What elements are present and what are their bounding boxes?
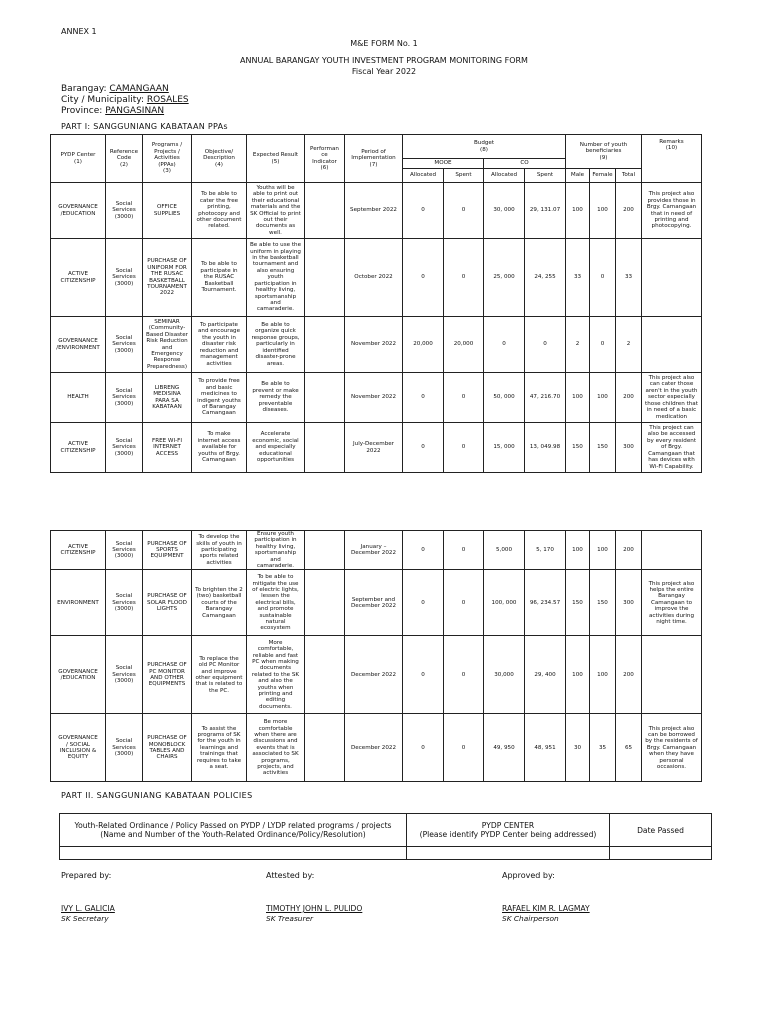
- cell-co-spent: 48, 951: [525, 714, 566, 782]
- hdr-mooe-allocated: Allocated: [403, 169, 444, 183]
- cell-co-alloc: 50, 000: [484, 373, 525, 423]
- prepared-role: SK Secretary: [61, 914, 109, 923]
- table-row: [51, 239, 702, 317]
- policies-cell-date[interactable]: [610, 847, 712, 860]
- cell-total: 200: [616, 373, 642, 423]
- cell-female: 100: [590, 373, 616, 423]
- cell-ppa: SEMINAR (Community- Based Disaster Risk Reduction and Emergency Response Preparedness): [143, 317, 192, 373]
- city-value: ROSALES: [146, 95, 189, 105]
- cell-mooe-spent: 0: [444, 423, 484, 473]
- cell-mooe-alloc: 0: [403, 373, 444, 423]
- cell-total: 300: [616, 570, 642, 636]
- barangay-value: CAMANGAAN: [109, 84, 169, 94]
- cell-male: 100: [566, 531, 590, 570]
- approved-role: SK Chairperson: [502, 914, 559, 923]
- cell-objective: To brighten the 2 (two) basketball courts of the Barangay Camangaan: [192, 570, 247, 636]
- cell-male: 150: [566, 423, 590, 473]
- attested-name: TIMOTHY JOHN L. PULIDO: [266, 904, 363, 913]
- hdr-pydp-center: PYDP Center (1): [51, 135, 106, 183]
- cell-mooe-spent: 0: [444, 636, 484, 714]
- form-title: ANNUAL BARANGAY YOUTH INVESTMENT PROGRAM MONITORING FORM: [240, 56, 528, 65]
- cell-male: 30: [566, 714, 590, 782]
- cell-period: July-December 2022: [345, 423, 403, 473]
- cell-total: 200: [616, 531, 642, 570]
- cell-center: GOVERNANCE /EDUCATION: [51, 183, 106, 239]
- approved-by-label: Approved by:: [502, 871, 555, 880]
- cell-co-alloc: 5,000: [484, 531, 525, 570]
- cell-code: Social Services (3000): [106, 531, 143, 570]
- cell-mooe-spent: 20,000: [444, 317, 484, 373]
- cell-code: Social Services (3000): [106, 636, 143, 714]
- cell-mooe-alloc: 0: [403, 531, 444, 570]
- cell-code: Social Services (3000): [106, 317, 143, 373]
- cell-center: GOVERNANCE / SOCIAL INCLUSION & EQUITY: [51, 714, 106, 782]
- cell-co-alloc: 15, 000: [484, 423, 525, 473]
- cell-ppa: OFFICE SUPPLIES: [143, 183, 192, 239]
- cell-objective: To be able to cater the free printing, photocopy and other document related.: [192, 183, 247, 239]
- city-label: City / Municipality:: [61, 95, 144, 105]
- cell-objective: To be able to participate in the RUSAC Basketball Tournament.: [192, 239, 247, 317]
- cell-center: GOVERNANCE /ENVIRONMENT: [51, 317, 106, 373]
- cell-mooe-alloc: 0: [403, 570, 444, 636]
- cell-code: Social Services (3000): [106, 423, 143, 473]
- cell-total: 200: [616, 183, 642, 239]
- table-row: [51, 636, 702, 714]
- ppa-table-page2: [50, 530, 702, 782]
- cell-period: January – December 2022: [345, 531, 403, 570]
- cell-center: GOVERNANCE /EDUCATION: [51, 636, 106, 714]
- ppa-table-page1: [50, 134, 702, 473]
- hdr-objective: Objective/ Description (4): [192, 135, 247, 183]
- cell-mooe-alloc: 0: [403, 183, 444, 239]
- cell-mooe-spent: 0: [444, 570, 484, 636]
- fiscal-year: Fiscal Year 2022: [351, 67, 417, 76]
- policies-hdr-pydp: PYDP CENTER (Please identify PYDP Center being addressed): [407, 814, 610, 847]
- cell-ppa: PURCHASE OF SPORTS EQUIPMENT: [143, 531, 192, 570]
- cell-indicator: [305, 183, 345, 239]
- cell-indicator: [305, 373, 345, 423]
- hdr-expected-result: Expected Result (5): [247, 135, 305, 183]
- part1-title: PART I: SANGGUNIANG KABATAAN PPAs: [61, 122, 228, 131]
- cell-mooe-alloc: 0: [403, 714, 444, 782]
- hdr-mooe: MOOE: [403, 159, 484, 169]
- cell-expected: Youths will be able to print out their educational materials and the SK Official to print out their documents as well.: [247, 183, 305, 239]
- cell-total: 65: [616, 714, 642, 782]
- cell-objective: To assist the programs of SK for the youth in learnings and trainings that requires to take a seat.: [192, 714, 247, 782]
- cell-mooe-spent: 0: [444, 239, 484, 317]
- prepared-name: IVY L. GALICIA: [61, 904, 115, 913]
- cell-expected: Be able to use the uniform in playing in the basketball tournament and also ensuring youth participation in healthy living, sportsmanship and camaraderie.: [247, 239, 305, 317]
- hdr-ref-code: Reference Code (2): [106, 135, 143, 183]
- table-row: [51, 714, 702, 782]
- cell-co-alloc: 100, 000: [484, 570, 525, 636]
- cell-co-spent: 96, 234.57: [525, 570, 566, 636]
- table-row: [51, 183, 702, 239]
- hdr-co-allocated: Allocated: [484, 169, 525, 183]
- cell-co-spent: 0: [525, 317, 566, 373]
- cell-period: September and December 2022: [345, 570, 403, 636]
- cell-expected: Be able to prevent or make remedy the preventable diseases.: [247, 373, 305, 423]
- city-line: [61, 95, 189, 105]
- cell-female: 35: [590, 714, 616, 782]
- cell-center: ACTIVE CITIZENSHIP: [51, 239, 106, 317]
- barangay-label: Barangay:: [61, 84, 107, 94]
- cell-female: 100: [590, 531, 616, 570]
- table-row: [51, 373, 702, 423]
- cell-total: 33: [616, 239, 642, 317]
- cell-mooe-alloc: 0: [403, 423, 444, 473]
- policies-hdr-ordinance: Youth-Related Ordinance / Policy Passed on PYDP / LYDP related programs / projects (Name and Number of the Youth-Related Ordinance/Policy/Resolution): [60, 814, 407, 847]
- cell-male: 100: [566, 636, 590, 714]
- policies-hdr-date: Date Passed: [610, 814, 712, 847]
- cell-period: December 2022: [345, 636, 403, 714]
- cell-remarks: This project also provides those in Brgy. Camangaan that in need of printing and photocopying.: [642, 183, 702, 239]
- cell-ppa: PURCHASE OF MONOBLOCK TABLES AND CHAIRS: [143, 714, 192, 782]
- cell-center: HEALTH: [51, 373, 106, 423]
- cell-code: Social Services (3000): [106, 373, 143, 423]
- cell-code: Social Services (3000): [106, 183, 143, 239]
- cell-male: 100: [566, 373, 590, 423]
- cell-indicator: [305, 423, 345, 473]
- policies-table: [59, 813, 712, 860]
- cell-remarks: [642, 239, 702, 317]
- cell-code: Social Services (3000): [106, 239, 143, 317]
- table-row: [51, 317, 702, 373]
- cell-co-spent: 13, 049.98: [525, 423, 566, 473]
- cell-female: 100: [590, 636, 616, 714]
- cell-center: ACTIVE CITIZENSHIP: [51, 531, 106, 570]
- cell-ppa: FREE WI-FI INTERNET ACCESS: [143, 423, 192, 473]
- cell-code: Social Services (3000): [106, 570, 143, 636]
- cell-mooe-alloc: 0: [403, 636, 444, 714]
- cell-mooe-spent: 0: [444, 373, 484, 423]
- cell-remarks: [642, 531, 702, 570]
- cell-period: October 2022: [345, 239, 403, 317]
- form-number: M&E FORM No. 1: [350, 39, 418, 48]
- cell-mooe-spent: 0: [444, 714, 484, 782]
- policies-cell-ordinance[interactable]: [60, 847, 407, 860]
- cell-indicator: [305, 714, 345, 782]
- cell-indicator: [305, 570, 345, 636]
- cell-remarks: [642, 636, 702, 714]
- cell-remarks: This project also can be borrowed by the residents of Brgy. Camangaan when they have personal occasions.: [642, 714, 702, 782]
- cell-remarks: This project can also be accessed by every resident of Brgy. Camangaan that has devices with Wi-Fi Capability.: [642, 423, 702, 473]
- cell-total: 2: [616, 317, 642, 373]
- cell-remarks: [642, 317, 702, 373]
- attested-role: SK Treasurer: [266, 914, 314, 923]
- cell-co-spent: 47, 216.70: [525, 373, 566, 423]
- cell-period: November 2022: [345, 373, 403, 423]
- province-label: Province:: [61, 106, 103, 116]
- cell-co-alloc: 0: [484, 317, 525, 373]
- cell-co-alloc: 30, 000: [484, 183, 525, 239]
- cell-ppa: LIBRENG MEDISINA PARA SA KABATAAN: [143, 373, 192, 423]
- cell-expected: Be able to organize quick response groups, particularly in identified disaster-prone areas.: [247, 317, 305, 373]
- cell-female: 150: [590, 570, 616, 636]
- cell-expected: Ensure youth participation in healthy living, sportsmanship and camaraderie.: [247, 531, 305, 570]
- cell-indicator: [305, 317, 345, 373]
- policies-cell-pydp[interactable]: [407, 847, 610, 860]
- hdr-beneficiaries: Number of youth beneficiaries (9): [566, 135, 642, 169]
- province-line: [61, 106, 164, 116]
- cell-mooe-spent: 0: [444, 183, 484, 239]
- prepared-by-label: Prepared by:: [61, 871, 112, 880]
- hdr-female: Female: [590, 169, 616, 183]
- cell-expected: More comfortable, reliable and fast PC when making documents related to the SK and also the youths when printing and editing documents.: [247, 636, 305, 714]
- cell-total: 300: [616, 423, 642, 473]
- cell-female: 150: [590, 423, 616, 473]
- cell-ppa: PURCHASE OF UNIFORM FOR THE RUSAC BASKETBALL TOURNAMENT 2022: [143, 239, 192, 317]
- cell-indicator: [305, 636, 345, 714]
- cell-objective: To replace the old PC Monitor and improve other equipment that is related to the PC.: [192, 636, 247, 714]
- cell-objective: To make internet access available for youths of Brgy. Camangaan: [192, 423, 247, 473]
- hdr-total: Total: [616, 169, 642, 183]
- cell-co-alloc: 25, 000: [484, 239, 525, 317]
- cell-ppa: PURCHASE OF PC MONITOR AND OTHER EQUIPMENTS: [143, 636, 192, 714]
- cell-expected: Be more comfortable when there are discussions and events that is associated to SK programs, projects, and activities: [247, 714, 305, 782]
- cell-indicator: [305, 239, 345, 317]
- cell-objective: To provide free and basic medicines to indigent youths of Barangay Camangaan: [192, 373, 247, 423]
- cell-male: 100: [566, 183, 590, 239]
- cell-period: November 2022: [345, 317, 403, 373]
- table-row: [51, 531, 702, 570]
- cell-co-spent: 29, 131.07: [525, 183, 566, 239]
- cell-remarks: This project also can cater those aren't in the youth sector especially those children that in need of a basic medication: [642, 373, 702, 423]
- cell-mooe-alloc: 20,000: [403, 317, 444, 373]
- cell-male: 150: [566, 570, 590, 636]
- cell-co-spent: 5, 170: [525, 531, 566, 570]
- hdr-performance-indicator: Performan ce Indicator (6): [305, 135, 345, 183]
- hdr-mooe-spent: Spent: [444, 169, 484, 183]
- cell-co-alloc: 30,000: [484, 636, 525, 714]
- cell-mooe-spent: 0: [444, 531, 484, 570]
- cell-co-alloc: 49, 950: [484, 714, 525, 782]
- cell-female: 0: [590, 239, 616, 317]
- part2-title: PART II. SANGGUNIANG KABATAAN POLICIES: [61, 791, 253, 800]
- hdr-remarks: Remarks (10): [642, 135, 702, 183]
- cell-indicator: [305, 531, 345, 570]
- cell-co-spent: 24, 255: [525, 239, 566, 317]
- approved-name: RAFAEL KIM R. LAGMAY: [502, 904, 590, 913]
- cell-period: December 2022: [345, 714, 403, 782]
- cell-male: 33: [566, 239, 590, 317]
- table-row: [51, 570, 702, 636]
- cell-objective: To develop the skills of youth in participating sports related activities: [192, 531, 247, 570]
- barangay-line: [61, 84, 169, 94]
- cell-co-spent: 29, 400: [525, 636, 566, 714]
- cell-code: Social Services (3000): [106, 714, 143, 782]
- cell-male: 2: [566, 317, 590, 373]
- cell-center: ENVIRONMENT: [51, 570, 106, 636]
- attested-by-label: Attested by:: [266, 871, 315, 880]
- cell-center: ACTIVE CITIZENSHIP: [51, 423, 106, 473]
- cell-objective: To participate and encourage the youth in disaster risk reduction and management activities: [192, 317, 247, 373]
- cell-expected: To be able to mitigate the use of electric lights, lessen the electrical bills, and promote sustainable natural ecosystem: [247, 570, 305, 636]
- cell-female: 0: [590, 317, 616, 373]
- province-value: PANGASINAN: [105, 106, 165, 116]
- cell-female: 100: [590, 183, 616, 239]
- cell-remarks: This project also helps the entire Barangay Camangaan to improve the activities during night time.: [642, 570, 702, 636]
- cell-expected: Accelerate economic, social and especially educational opportunities: [247, 423, 305, 473]
- annex-label: ANNEX 1: [61, 27, 97, 36]
- cell-ppa: PURCHASE OF SOLAR FLOOD LIGHTS: [143, 570, 192, 636]
- hdr-programs: Programs / Projects / Activities (PPAs) (3): [143, 135, 192, 183]
- hdr-male: Male: [566, 169, 590, 183]
- cell-mooe-alloc: 0: [403, 239, 444, 317]
- table-row: [51, 423, 702, 473]
- hdr-co-spent: Spent: [525, 169, 566, 183]
- cell-period: September 2022: [345, 183, 403, 239]
- hdr-budget: Budget (8): [403, 135, 566, 159]
- cell-total: 200: [616, 636, 642, 714]
- hdr-period: Period of Implementation (7): [345, 135, 403, 183]
- hdr-co: CO: [484, 159, 566, 169]
